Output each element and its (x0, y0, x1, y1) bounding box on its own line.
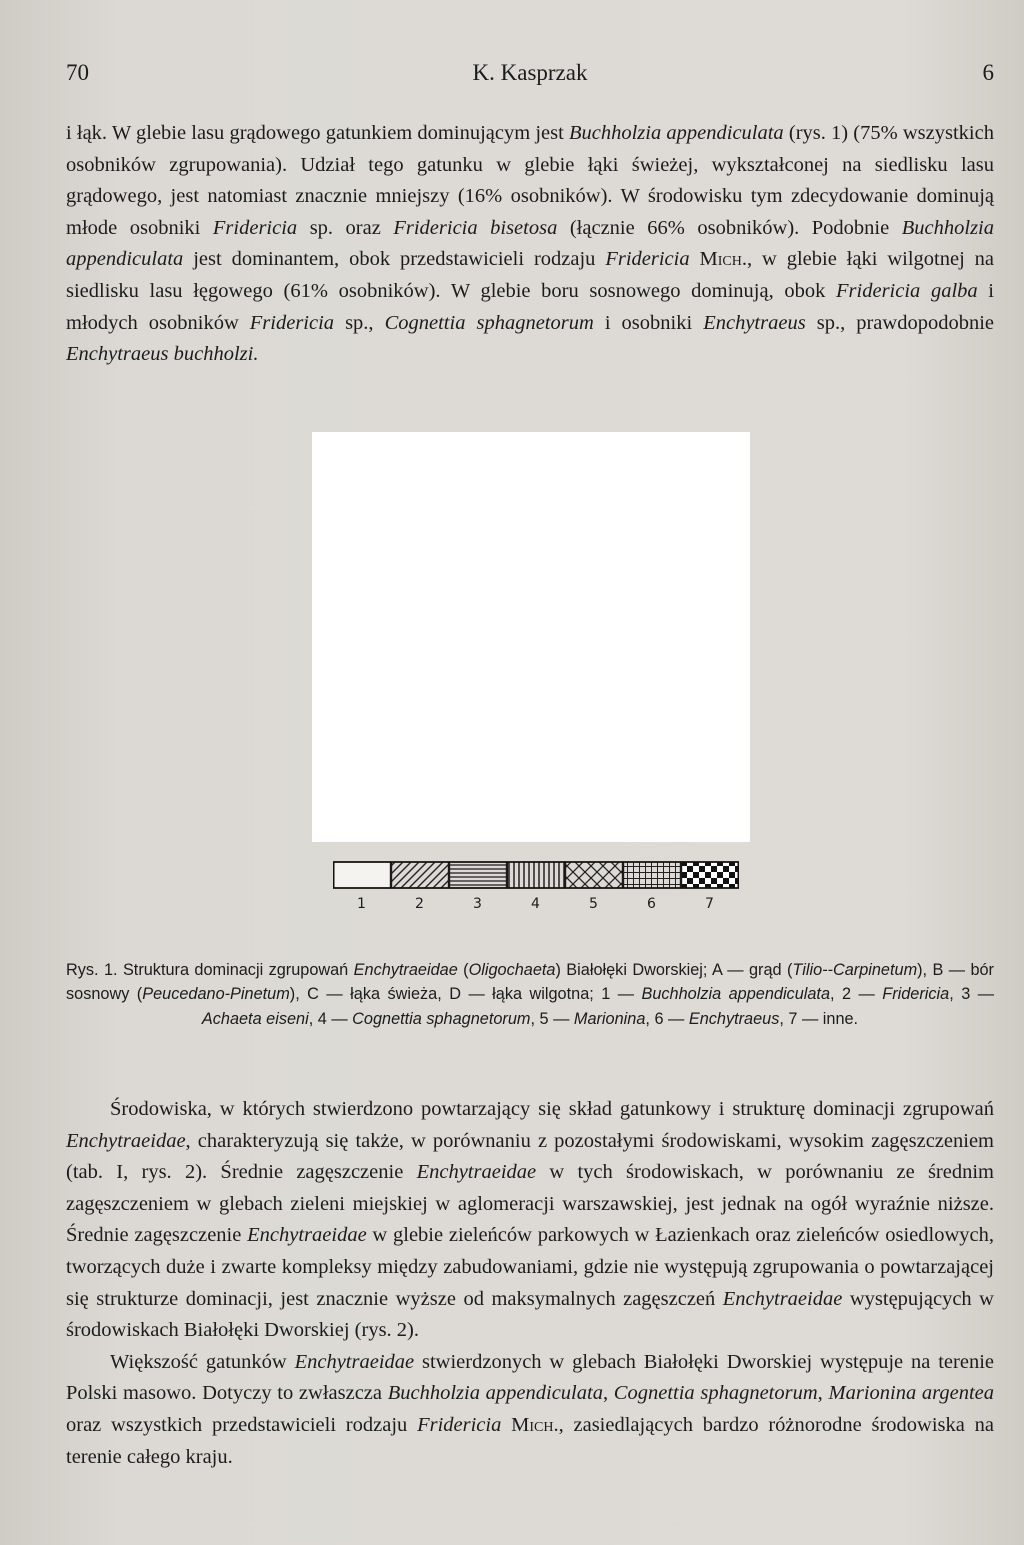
species-name: Oligochaeta (468, 961, 556, 979)
text-run: sp. oraz (297, 216, 394, 239)
paragraph-2 (66, 1094, 994, 1347)
paragraph-top (66, 118, 994, 371)
species-name: Buchholzia appendiculata (66, 216, 994, 271)
species-name: Enchytraeus (703, 311, 806, 334)
text-run: (łącznie 66% osobników). Podobnie (557, 216, 902, 239)
legend-numbers (333, 896, 739, 920)
species-name: Cognettia sphagnetorum (352, 1009, 531, 1028)
author-abbrev: Mich (511, 1413, 554, 1436)
issue-number: 6 (982, 60, 994, 85)
species-name: Cognettia sphagnetorum (384, 311, 594, 334)
species-name: Fridericia (882, 985, 950, 1004)
text-run: ), C — łąka świeża, D — łąka wilgotna; 1 — (289, 985, 642, 1004)
text-run: , 6 — (645, 1009, 689, 1028)
figure-caption (66, 958, 994, 1031)
species-name: Fridericia (212, 216, 298, 239)
legend-swatch-7 (682, 862, 739, 888)
species-name: Marionina (573, 1009, 646, 1028)
legend-number: 2 (415, 896, 424, 912)
species-name: Fridericia (249, 311, 335, 334)
text-run: i osobniki (593, 311, 704, 334)
species-name: Enchytraeidae (294, 1350, 415, 1373)
species-name: Enchytraeus (688, 1009, 780, 1028)
text-run: Środowiska, w których stwierdzono powtarzający się skład gatunkowy i strukturę dominacji zgrupowań (110, 1098, 994, 1120)
running-head: K. Kasprzak (472, 60, 588, 85)
author-abbrev: Mich (699, 248, 742, 271)
text-run: , 5 — (530, 1009, 574, 1028)
species-name: Enchytraeidae (353, 961, 458, 979)
species-name: Enchytraeidae (722, 1287, 843, 1310)
text-run: , 4 — (308, 1009, 353, 1028)
text-run: ) Białołęki Dworskiej; A — grąd ( (555, 961, 793, 979)
legend-swatch-1 (334, 862, 391, 888)
legend-number: 3 (473, 896, 482, 912)
text-run: w tych środowiskach, w porównaniu ze średnim zagęszczeniem w glebach zieleni miejskiej w aglomeracji warszawskiej, jest jednak na ogół wyraźnie niższe. Średnie zagęszczenie (66, 1161, 994, 1247)
species-name: Buchholzia appendiculata (568, 122, 784, 144)
text-run (690, 248, 700, 270)
text-run: ), B — bór sosnowy ( (66, 961, 994, 1004)
species-name: Buchholzia appendiculata (387, 1382, 603, 1405)
text-run: , charakteryzują się także, w porównaniu z pozostałymi środowiskami, wysokim zagęszczeniem (tab. I, rys. 2). Średnie zagęszczenie (66, 1129, 994, 1184)
legend-number: 1 (357, 896, 366, 912)
legend-swatch-5 (566, 862, 623, 888)
text-run (501, 1414, 511, 1436)
species-name: Fridericia bisetosa (393, 216, 558, 239)
page-number: 70 (66, 60, 89, 85)
text-run: ., zasiedlających bardzo różnorodne środowiska na terenie całego kraju. (66, 1413, 994, 1468)
species-name: Buchholzia appendiculata (641, 985, 831, 1004)
paragraph-bottom (66, 1094, 994, 1473)
text-run: , 3 — (949, 985, 994, 1004)
species-name: Fridericia (605, 248, 690, 271)
species-name: Enchytraeus buchholzi. (66, 343, 259, 366)
species-name: Enchytraeidae (247, 1224, 367, 1247)
text-run: Większość gatunków (110, 1350, 295, 1373)
species-name: Achaeta eiseni (201, 1009, 309, 1028)
text-run: i młodych osobników (66, 279, 994, 334)
legend-swatch-4 (508, 862, 565, 888)
figure-placeholder (312, 432, 750, 842)
text-run: sp., prawdopodobnie (805, 311, 994, 334)
paragraph-1 (66, 118, 994, 371)
legend-swatch-3 (450, 862, 507, 888)
text-run: Rys. 1. Struktura dominacji zgrupowań (66, 961, 354, 979)
figure-legend (333, 860, 739, 890)
text-run: jest dominantem, obok przedstawicieli rodzaju (183, 248, 606, 271)
page-header (66, 60, 994, 90)
species-name: Marionina argentea (828, 1382, 995, 1405)
text-run: ( (457, 961, 469, 979)
species-name: Fridericia (417, 1413, 502, 1436)
text-run: (rys. 1) (75% wszystkich osobników zgrupowania). Udział tego gatunku w glebie łąki świeżej, wykształconej na siedlisku lasu grądowego, jest natomiast znacznie mniejszy (16% osobników). W środowisku tym zdecydowanie dominują młode osobniki (66, 122, 994, 239)
text-run: , 2 — (830, 985, 883, 1004)
text-run: sp., (334, 311, 385, 334)
text-run: ., w glebie łąki wilgotnej na siedlisku lasu łęgowego (61% osobników). W glebie boru sosnowego dominują, obok (66, 248, 995, 302)
text-run: w glebie zieleńców parkowych w Łazienkach oraz zieleńców osiedlowych, tworzących duże i zwarte kompleksy między zabudowaniami, gdzie nie występują zgrupowania o powtarzającej się strukturze dominacji, jest znacznie wyższe od maksymalnych zagęszczeń (66, 1224, 994, 1310)
text-run: oraz wszystkich przedstawicieli rodzaju (66, 1413, 418, 1436)
legend-number: 6 (647, 896, 656, 912)
text-run: występujących w środowiskach Białołęki Dworskiej (rys. 2). (66, 1287, 994, 1342)
text-run: i łąk. W glebie lasu grądowego gatunkiem dominującym jest (66, 122, 569, 144)
species-name: Enchytraeidae (416, 1161, 537, 1184)
species-name: Fridericia galba (836, 279, 978, 302)
species-name: Tilio--Carpinetum (792, 961, 918, 979)
text-run: , 7 — inne. (779, 1009, 859, 1028)
text-run: stwierdzonych w glebach Białołęki Dworskiej występuje na terenie Polski masowo. Dotyczy to zwłaszcza (66, 1350, 994, 1405)
species-name: Peucedano-Pinetum (142, 985, 290, 1004)
species-name: Cognettia sphagnetorum (613, 1382, 818, 1405)
legend-bar (333, 860, 739, 890)
legend-number: 4 (531, 896, 540, 912)
legend-number: 7 (705, 896, 714, 912)
legend-number: 5 (589, 896, 598, 912)
legend-swatch-2 (392, 862, 449, 888)
text-run: , (602, 1382, 614, 1405)
species-name: Enchytraeidae (66, 1129, 186, 1152)
legend-swatch-6 (624, 862, 681, 888)
text-run: , (817, 1382, 829, 1405)
paragraph-3 (66, 1347, 994, 1473)
